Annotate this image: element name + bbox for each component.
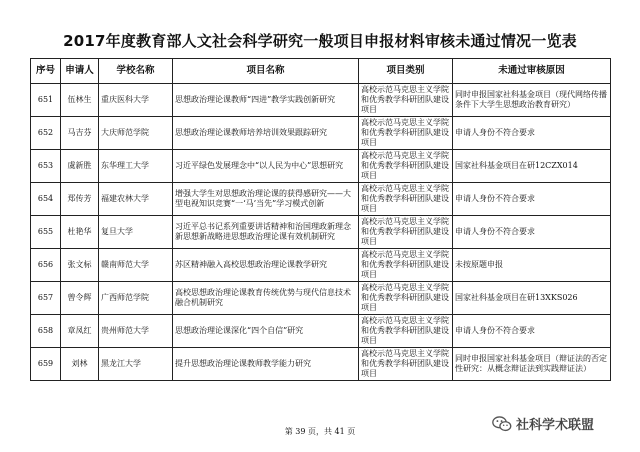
cell-school: 广西师范学院: [99, 282, 173, 315]
cell-category: 高校示范马克思主义学院和优秀教学科研团队建设项目: [359, 216, 453, 249]
cell-category: 高校示范马克思主义学院和优秀教学科研团队建设项目: [359, 315, 453, 348]
cell-reason: 同时申报国家社科基金项目（辩证法的否定性研究：从概念辩证法到实践辩证法）: [453, 348, 611, 381]
watermark: [492, 414, 594, 433]
header-reason: 未通过审核原因: [453, 59, 611, 84]
cell-school: 黑龙江大学: [99, 348, 173, 381]
cell-category: 高校示范马克思主义学院和优秀教学科研团队建设项目: [359, 282, 453, 315]
cell-reason: 申请人身份不符合要求: [453, 216, 611, 249]
table-row: [31, 183, 611, 216]
cell-school: 福建农林大学: [99, 183, 173, 216]
cell-reason: 申请人身份不符合要求: [453, 315, 611, 348]
cell-category: 高校示范马克思主义学院和优秀教学科研团队建设项目: [359, 150, 453, 183]
cell-seq: 657: [31, 282, 61, 315]
cell-seq: 651: [31, 84, 61, 117]
cell-project: 习近平总书记系列重要讲话精神和治国理政新理念新思想新战略进思想政治理论课有效机制研究: [173, 216, 359, 249]
table-header-row: [31, 59, 611, 84]
cell-applicant: 杜艳华: [61, 216, 99, 249]
cell-school: 东华理工大学: [99, 150, 173, 183]
cell-reason: 国家社科基金项目在研13XKS026: [453, 282, 611, 315]
cell-seq: 655: [31, 216, 61, 249]
cell-school: 贵州师范大学: [99, 315, 173, 348]
table-row: [31, 84, 611, 117]
cell-seq: 659: [31, 348, 61, 381]
cell-reason: 申请人身份不符合要求: [453, 117, 611, 150]
cell-applicant: 伍林生: [61, 84, 99, 117]
cell-applicant: 马吉芬: [61, 117, 99, 150]
cell-category: 高校示范马克思主义学院和优秀教学科研团队建设项目: [359, 117, 453, 150]
cell-applicant: 虞新胜: [61, 150, 99, 183]
cell-project: 思想政治理论课教师“四进”教学实践创新研究: [173, 84, 359, 117]
cell-category: 高校示范马克思主义学院和优秀教学科研团队建设项目: [359, 348, 453, 381]
table-row: [31, 348, 611, 381]
cell-project: 思想政治理论课教师培养培训效果跟踪研究: [173, 117, 359, 150]
cell-category: 高校示范马克思主义学院和优秀教学科研团队建设项目: [359, 84, 453, 117]
header-school: 学校名称: [99, 59, 173, 84]
cell-seq: 656: [31, 249, 61, 282]
table-row: [31, 282, 611, 315]
cell-applicant: 曾令辉: [61, 282, 99, 315]
cell-applicant: 郑传芳: [61, 183, 99, 216]
table-row: [31, 216, 611, 249]
header-seq: 序号: [31, 59, 61, 84]
table-row: [31, 315, 611, 348]
cell-school: 复旦大学: [99, 216, 173, 249]
cell-reason: 未按原题申报: [453, 249, 611, 282]
watermark-text: 社科学术联盟: [516, 418, 595, 433]
cell-reason: 同时申报国家社科基金项目（现代网络传播条件下大学生思想政治教育研究）: [453, 84, 611, 117]
cell-school: 重庆医科大学: [99, 84, 173, 117]
cell-seq: 654: [31, 183, 61, 216]
table-row: [31, 150, 611, 183]
cell-project: 思想政治理论课深化“四个自信”研究: [173, 315, 359, 348]
cell-seq: 653: [31, 150, 61, 183]
cell-reason: 国家社科基金项目在研12CZX014: [453, 150, 611, 183]
cell-applicant: 刘林: [61, 348, 99, 381]
cell-applicant: 章凤红: [61, 315, 99, 348]
cell-project: 习近平绿色发展理念中“以人民为中心”思想研究: [173, 150, 359, 183]
table-row: [31, 249, 611, 282]
review-table: [30, 58, 611, 381]
cell-reason: 申请人身份不符合要求: [453, 183, 611, 216]
cell-project: 高校思想政治理论课教育传统优势与现代信息技术融合机制研究: [173, 282, 359, 315]
wechat-icon: [492, 415, 512, 433]
header-category: 项目类别: [359, 59, 453, 84]
cell-seq: 658: [31, 315, 61, 348]
header-project: 项目名称: [173, 59, 359, 84]
page-number: 第 39 页，共 41 页: [284, 427, 356, 436]
cell-applicant: 张文标: [61, 249, 99, 282]
document-title: 2017年度教育部人文社会科学研究一般项目申报材料审核未通过情况一览表: [63, 32, 577, 50]
cell-project: 增强大学生对思想政治理论课的获得感研究——大型电视知识竞赛“一‘马’当先”学习模式创新: [173, 183, 359, 216]
cell-project: 苏区精神融入高校思想政治理论课教学研究: [173, 249, 359, 282]
cell-category: 高校示范马克思主义学院和优秀教学科研团队建设项目: [359, 183, 453, 216]
cell-seq: 652: [31, 117, 61, 150]
header-applicant: 申请人: [61, 59, 99, 84]
cell-category: 高校示范马克思主义学院和优秀教学科研团队建设项目: [359, 249, 453, 282]
table-row: [31, 117, 611, 150]
cell-school: 大庆师范学院: [99, 117, 173, 150]
cell-school: 赣南师范大学: [99, 249, 173, 282]
cell-project: 提升思想政治理论课教师教学能力研究: [173, 348, 359, 381]
